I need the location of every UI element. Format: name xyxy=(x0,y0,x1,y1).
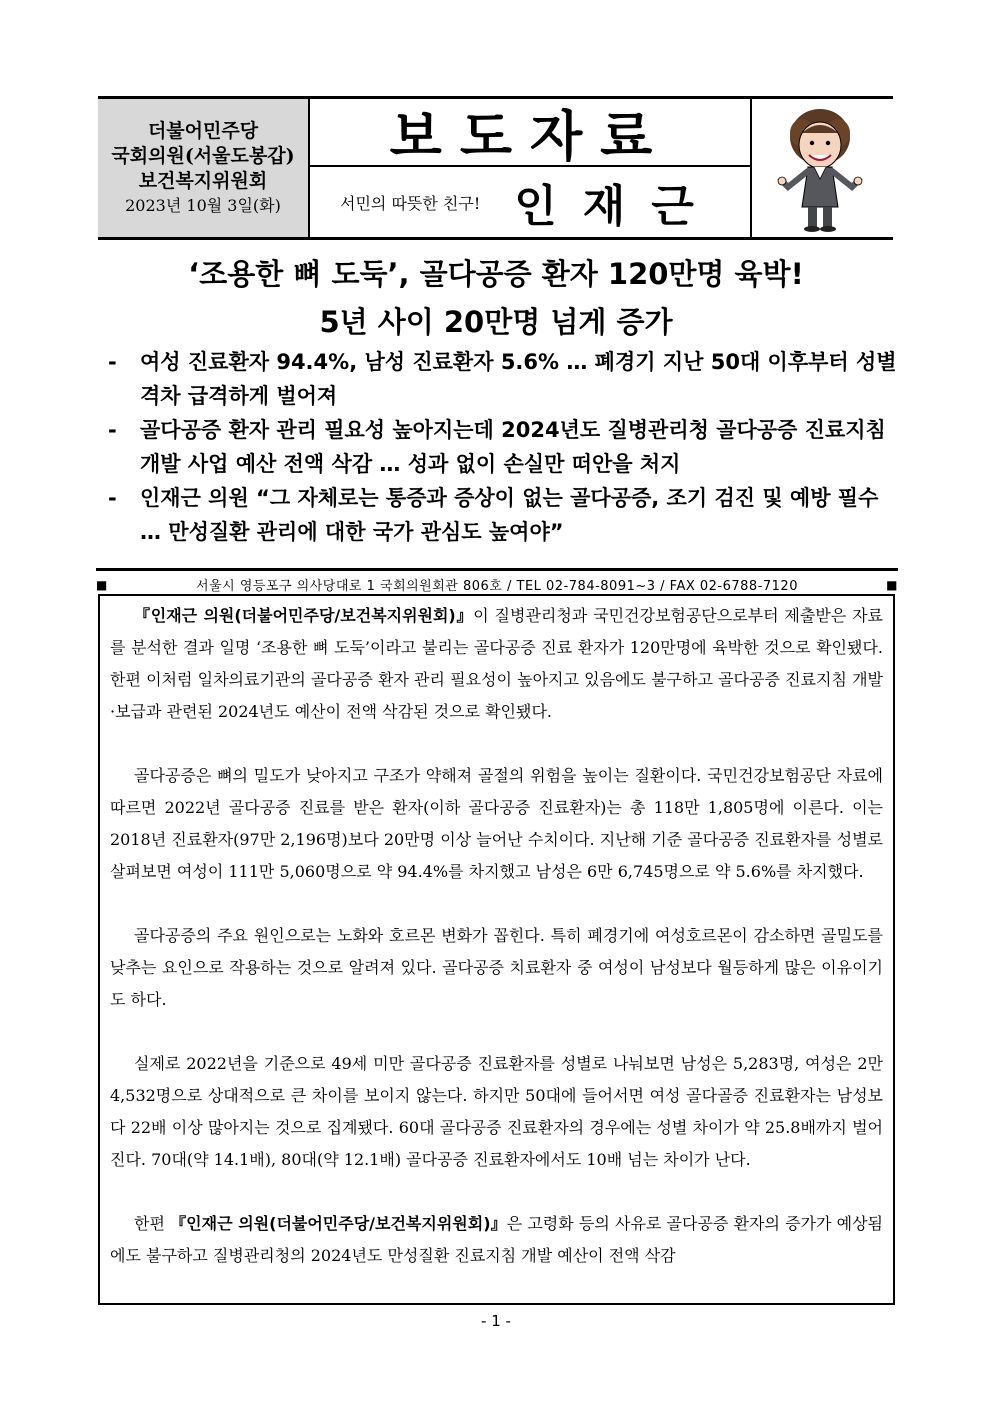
headline xyxy=(0,250,992,346)
square-bullet-icon: ■ xyxy=(96,577,108,592)
organization-block xyxy=(98,99,310,237)
contact-address: 서울시 영등포구 의사당대로 1 국회의원회관 806호 / TEL 02-784-8091~3 / FAX 02-6788-7120 xyxy=(196,579,798,594)
tagline: 서민의 따뜻한 친구! xyxy=(340,193,481,213)
lawmaker-reference: 『인재근 의원(더불어민주당/보건복지위원회)』 xyxy=(134,606,474,625)
contact-address-bar xyxy=(96,568,898,594)
subtitle-row xyxy=(310,167,750,237)
lawmaker-name: 인재근 xyxy=(514,181,720,232)
title-block xyxy=(310,99,750,237)
photo-block xyxy=(750,99,887,237)
summary-bullet: - 골다공증 환자 관리 필요성 높아지는데 2024년도 질병관리청 골다공증 진료지침 개발 사업 예산 전액 삭감 … 성과 없이 손실만 떠안을 처지 xyxy=(108,418,886,476)
org-constituency: 국회의원(서울도봉갑) xyxy=(111,144,295,167)
headline-line-2: 5년 사이 20만명 넘게 증가 xyxy=(319,305,673,339)
lawmaker-reference: 『인재근 의원(더불어민주당/보건복지위원회)』 xyxy=(170,1214,507,1233)
page-number: - 1 - xyxy=(481,1312,511,1330)
press-body xyxy=(98,594,895,1305)
headline-line-1: ‘조용한 뼈 도둑’, 골다공증 환자 120만명 육박! xyxy=(188,257,804,291)
org-party: 더불어민주당 xyxy=(147,119,259,142)
body-paragraph-3: 골다공증의 주요 원인으로는 노화와 호르몬 변화가 꼽힌다. 특히 폐경기에 여성호르몬이 감소하면 골밀도를 낮추는 요인으로 작용하는 것으로 알려져 있다. 골다공증 치료환자 중 여성이 남성보다 월등하게 많은 이유이기도 하다. xyxy=(110,926,883,1009)
org-committee: 보건복지위원회 xyxy=(138,169,268,192)
summary-bullets xyxy=(108,345,898,549)
summary-bullet: - 인재근 의원 “그 자체로는 통증과 증상이 없는 골다공증, 조기 검진 및 예방 필수 … 만성질환 관리에 대한 국가 관심도 높여야” xyxy=(108,486,879,544)
square-bullet-icon: ■ xyxy=(886,577,898,592)
release-date: 2023년 10월 3일(화) xyxy=(125,195,281,215)
press-release-header xyxy=(98,96,893,240)
summary-bullet: - 여성 진료환자 94.4%, 남성 진료환자 5.6% … 폐경기 지난 50대 이후부터 성별 격차 급격하게 벌어져 xyxy=(108,350,897,408)
politician-caricature-icon xyxy=(762,103,879,233)
body-paragraph-5: 한편 『인재근 의원(더불어민주당/보건복지위원회)』은 고령화 등의 사유로 골다공증 환자의 증가가 예상됨에도 불구하고 질병관리청의 2024년도 만성질환 진료지침 개발 예산이 전액 삭감 xyxy=(110,1214,884,1265)
body-paragraph-4: 실제로 2022년을 기준으로 49세 미만 골다공증 진료환자를 성별로 나눠보면 남성은 5,283명, 여성은 2만 4,532명으로 상대적으로 큰 차이를 보이지 않는다. 하지만 50대에 들어서면 여성 골다골증 진료환자는 남성보다 22배 이상 많아지는 것으로 집계됐다. 60대 골다공증 진료환자의 경우에는 성별 차이가 약 25.8배까지 벌어진다. 70대(약 14.1배), 80대(약 12.1배) 골다공증 진료환자에서도 10배 넘는 차이가 난다. xyxy=(110,1054,883,1169)
document-title: 보도자료 xyxy=(310,99,750,167)
body-paragraph-2: 골다공증은 뼈의 밀도가 낮아지고 구조가 약해져 골절의 위험을 높이는 질환이다. 국민건강보험공단 자료에 따르면 2022년 골다공증 진료를 받은 환자(이하 골다공증 진료환자)는 총 118만 1,805명에 이른다. 이는 2018년 진료환자(97만 2,196명)보다 20만명 이상 늘어난 수치이다. 지난해 기준 골다공증 진료환자를 성별로 살펴보면 여성이 111만 5,060명으로 약 94.4%를 차지했고 남성은 6만 6,745명으로 약 5.6%를 차지했다. xyxy=(110,766,883,881)
body-paragraph-1: 『인재근 의원(더불어민주당/보건복지위원회)』이 질병관리청과 국민건강보험공단으로부터 제출받은 자료를 분석한 결과 일명 ‘조용한 뼈 도둑’이라고 불리는 골다공증 진료 환자가 120만명에 육박한 것으로 확인됐다. 한편 이처럼 일차의료기관의 골다공증 환자 관리 필요성이 높아지고 있음에도 불구하고 골다공증 진료지침 개발·보급과 관련된 2024년도 예산이 전액 삭감된 것으로 확인됐다. xyxy=(110,606,883,721)
